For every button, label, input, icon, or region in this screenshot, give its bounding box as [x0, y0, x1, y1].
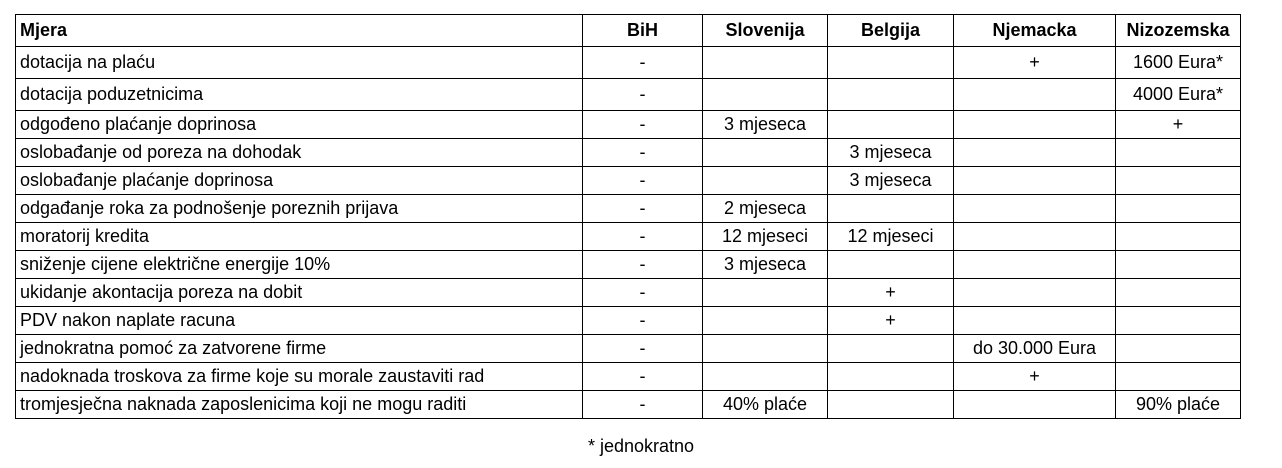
cell-bih: -: [583, 307, 703, 335]
cell-nizozemska: [1116, 279, 1241, 307]
cell-belgija: [828, 391, 954, 419]
cell-belgija: 3 mjeseca: [828, 139, 954, 167]
cell-nizozemska: 1600 Eura*: [1116, 47, 1241, 79]
cell-njemacka: +: [954, 363, 1116, 391]
cell-njemacka: [954, 251, 1116, 279]
cell-slovenija: [703, 79, 828, 111]
table-row: [16, 223, 1241, 251]
cell-slovenija: [703, 47, 828, 79]
table-row: [16, 363, 1241, 391]
cell-belgija: [828, 79, 954, 111]
cell-slovenija: [703, 307, 828, 335]
table-row: [16, 167, 1241, 195]
cell-nizozemska: +: [1116, 111, 1241, 139]
cell-njemacka: [954, 391, 1116, 419]
cell-nizozemska: [1116, 195, 1241, 223]
cell-slovenija: [703, 279, 828, 307]
cell-measure: oslobađanje plaćanje doprinosa: [16, 167, 583, 195]
table-row: [16, 307, 1241, 335]
table-row: [16, 47, 1241, 79]
cell-bih: -: [583, 79, 703, 111]
cell-njemacka: [954, 223, 1116, 251]
table-row: [16, 139, 1241, 167]
cell-njemacka: [954, 279, 1116, 307]
cell-nizozemska: [1116, 223, 1241, 251]
cell-njemacka: [954, 167, 1116, 195]
cell-njemacka: [954, 111, 1116, 139]
cell-nizozemska: [1116, 307, 1241, 335]
table-row: [16, 251, 1241, 279]
cell-belgija: [828, 195, 954, 223]
cell-slovenija: [703, 363, 828, 391]
table-row: [16, 279, 1241, 307]
cell-bih: -: [583, 195, 703, 223]
table-row: [16, 111, 1241, 139]
cell-measure: sniženje cijene električne energije 10%: [16, 251, 583, 279]
header-slovenija: Slovenija: [703, 15, 828, 47]
measures-table: [15, 14, 1241, 419]
cell-nizozemska: [1116, 139, 1241, 167]
cell-measure: dotacija poduzetnicima: [16, 79, 583, 111]
cell-measure: tromjesječna naknada zaposlenicima koji ne mogu raditi: [16, 391, 583, 419]
cell-bih: -: [583, 167, 703, 195]
table-header-row: [16, 15, 1241, 47]
cell-belgija: 3 mjeseca: [828, 167, 954, 195]
cell-measure: jednokratna pomoć za zatvorene firme: [16, 335, 583, 363]
cell-nizozemska: [1116, 167, 1241, 195]
cell-belgija: [828, 47, 954, 79]
cell-bih: -: [583, 391, 703, 419]
cell-nizozemska: [1116, 251, 1241, 279]
cell-belgija: +: [828, 307, 954, 335]
cell-belgija: [828, 335, 954, 363]
cell-measure: moratorij kredita: [16, 223, 583, 251]
cell-njemacka: [954, 195, 1116, 223]
cell-slovenija: 40% plaće: [703, 391, 828, 419]
cell-bih: -: [583, 139, 703, 167]
cell-slovenija: [703, 335, 828, 363]
header-belgija: Belgija: [828, 15, 954, 47]
footnote: * jednokratno: [587, 436, 695, 456]
cell-bih: -: [583, 251, 703, 279]
cell-slovenija: [703, 139, 828, 167]
cell-njemacka: [954, 79, 1116, 111]
cell-measure: PDV nakon naplate racuna: [16, 307, 583, 335]
cell-bih: -: [583, 47, 703, 79]
cell-belgija: [828, 251, 954, 279]
cell-measure: ukidanje akontacija poreza na dobit: [16, 279, 583, 307]
cell-bih: -: [583, 279, 703, 307]
cell-nizozemska: 4000 Eura*: [1116, 79, 1241, 111]
cell-slovenija: 3 mjeseca: [703, 111, 828, 139]
cell-belgija: [828, 363, 954, 391]
header-nizozemska: Nizozemska: [1116, 15, 1241, 47]
cell-njemacka: +: [954, 47, 1116, 79]
cell-measure: oslobađanje od poreza na dohodak: [16, 139, 583, 167]
cell-njemacka: do 30.000 Eura: [954, 335, 1116, 363]
table-row: [16, 195, 1241, 223]
cell-belgija: [828, 111, 954, 139]
cell-measure: odgođeno plaćanje doprinosa: [16, 111, 583, 139]
cell-slovenija: 2 mjeseca: [703, 195, 828, 223]
cell-bih: -: [583, 363, 703, 391]
cell-njemacka: [954, 139, 1116, 167]
cell-bih: -: [583, 111, 703, 139]
table-row: [16, 335, 1241, 363]
cell-njemacka: [954, 307, 1116, 335]
cell-measure: nadoknada troskova za firme koje su morale zaustaviti rad: [16, 363, 583, 391]
cell-nizozemska: [1116, 363, 1241, 391]
cell-belgija: +: [828, 279, 954, 307]
measures-table-container: [15, 14, 1241, 419]
cell-slovenija: 12 mjeseci: [703, 223, 828, 251]
table-row: [16, 79, 1241, 111]
cell-measure: odgađanje roka za podnošenje poreznih prijava: [16, 195, 583, 223]
cell-slovenija: [703, 167, 828, 195]
cell-bih: -: [583, 223, 703, 251]
cell-nizozemska: [1116, 335, 1241, 363]
cell-bih: -: [583, 335, 703, 363]
header-measure: Mjera: [16, 15, 583, 47]
table-row: [16, 391, 1241, 419]
cell-slovenija: 3 mjeseca: [703, 251, 828, 279]
cell-nizozemska: 90% plaće: [1116, 391, 1241, 419]
header-bih: BiH: [583, 15, 703, 47]
cell-belgija: 12 mjeseci: [828, 223, 954, 251]
header-njemacka: Njemacka: [954, 15, 1116, 47]
cell-measure: dotacija na plaću: [16, 47, 583, 79]
